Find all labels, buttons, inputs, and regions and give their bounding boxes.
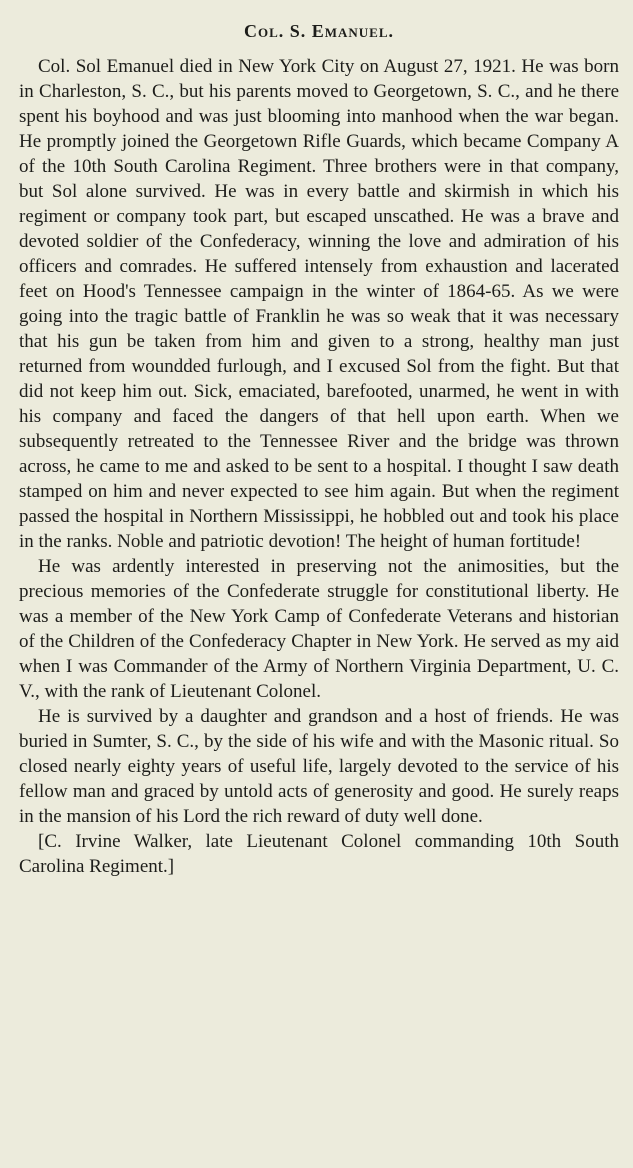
paragraph-survivors: He is survived by a daughter and grandson and a host of friends. He was buried in Sumter, S. C., by the side of his wife and with the Masonic ritual. So closed nearly eighty years of useful life, largely devoted to the service of his fellow man and graced by untold acts of generosity and good. He surely reaps in the mansion of his Lord the rich reward of duty well done. bbox=[19, 706, 619, 827]
paragraph-obituary: Col. Sol Emanuel died in New York City on August 27, 1921. He was born in Charleston, S. C., but his parents moved to Georgetown, S. C., and he there spent his boyhood and was just blooming into manhood when the war began. He promptly joined the Georgetown Rifle Guards, which became Company A of the 10th South Carolina Regiment. Three brothers were in that company, but Sol alone survived. He was in every battle and skirmish in which his regiment or company took part, but escaped unscathed. He was a brave and devoted soldier of the Confederacy, winning the love and admiration of his officers and comrades. He suffered intensely from exhaustion and lacerated feet on Hood's Tennessee campaign in the winter of 1864-65. As we were going into the tragic battle of Franklin he was so weak that it was necessary that his gun be taken from him and given to a strong, healthy man just returned from woundded furlough, and I excused Sol from the fight. But that did not keep him out. Sick, emaciated, barefooted, unarmed, he went in with his company and faced the dangers of that hell upon earth. When we subsequently retreated to the Tennessee River and the bridge was thrown across, he came to me and asked to be sent to a hospital. I thought I saw death stamped on him and never expected to see him again. But when the regiment passed the hospital in Northern Mississippi, he hobbled out and took his place in the ranks. Noble and patriotic devotion! The height of human fortitude! bbox=[19, 56, 619, 552]
paragraph-signature: [C. Irvine Walker, late Lieutenant Colonel commanding 10th South Carolina Regiment.] bbox=[19, 831, 619, 877]
paragraph-memberships: He was ardently interested in preserving not the animosities, but the precious memories of the Confederate struggle for constitutional liberty. He was a member of the New York Camp of Confederate Veterans and historian of the Children of the Confederacy Chapter in New York. He served as my aid when I was Commander of the Army of Northern Virginia Department, U. C. V., with the rank of Lieutenant Colonel. bbox=[19, 556, 619, 702]
article-title: Col. S. Emanuel. bbox=[243, 21, 395, 41]
document-page bbox=[19, 18, 619, 879]
